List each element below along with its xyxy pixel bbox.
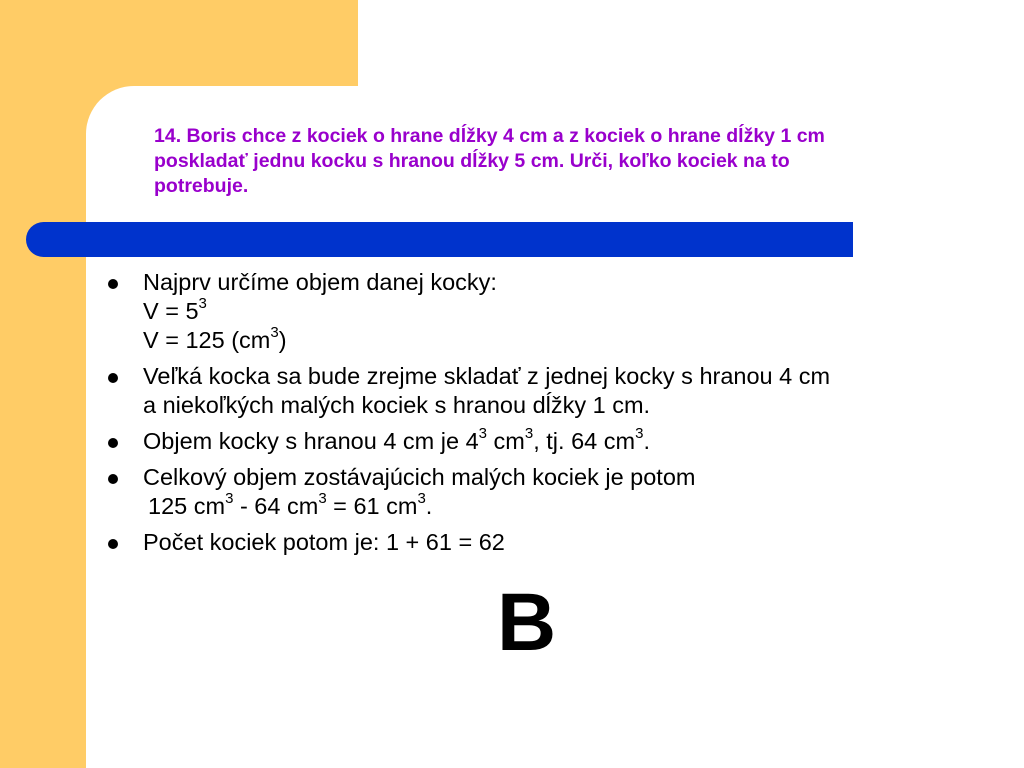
title-line-1: 14. Boris chce z kociek o hrane dĺžky 4 cm a z kociek o hrane dĺžky 1 cm [154,125,825,147]
bullet-item-big-cube [100,362,1000,420]
bullet-item-remaining-volume [100,463,1000,521]
bullet-item-cube-volume [100,427,1000,456]
title-line-3: potrebuje. [154,175,249,197]
bullet-item-count [100,528,1000,557]
bullet-text: Veľká kocka sa bude zrejme skladať z jednej kocky s hranou 4 cm [143,363,831,389]
formula-line: V = 125 $(cm^3)$ [143,324,287,353]
title-divider-bar [26,222,853,257]
bullet-text: Počet kociek potom je: 1 + 61 = 62 [143,529,505,555]
answer-letter: B [497,577,557,668]
formula-line: 125 $cm^3 - 64$ $cm^3 = 61$ $cm^3$. [148,490,433,519]
bullet-text: Objem kocky s hranou 4 cm je $4^3$ $cm^3$, tj. 64 $cm^3$. [143,425,650,454]
title-line-2: poskladať jednu kocku s hranou dĺžky 5 cm. Urči, koľko kociek na to [154,150,790,172]
bullet-text: a niekoľkých malých kociek s hranou dĺžky 1 cm. [143,392,651,418]
solution-bullet-list [100,268,1000,564]
bullet-dot-icon [108,539,118,549]
bullet-item-volume [100,268,1000,355]
bullet-dot-icon [108,474,118,484]
formula-line: $V = 5^3$ [143,295,207,324]
bullet-text: Najprv určíme objem danej kocky: [143,269,497,295]
bullet-dot-icon [108,438,118,448]
bullet-dot-icon [108,279,118,289]
slide-title [154,124,974,199]
bullet-dot-icon [108,373,118,383]
exponent: 3 [270,324,279,342]
exponent: 3 [198,295,207,313]
bullet-text: Celkový objem zostávajúcich malých kociek je potom [143,464,696,490]
